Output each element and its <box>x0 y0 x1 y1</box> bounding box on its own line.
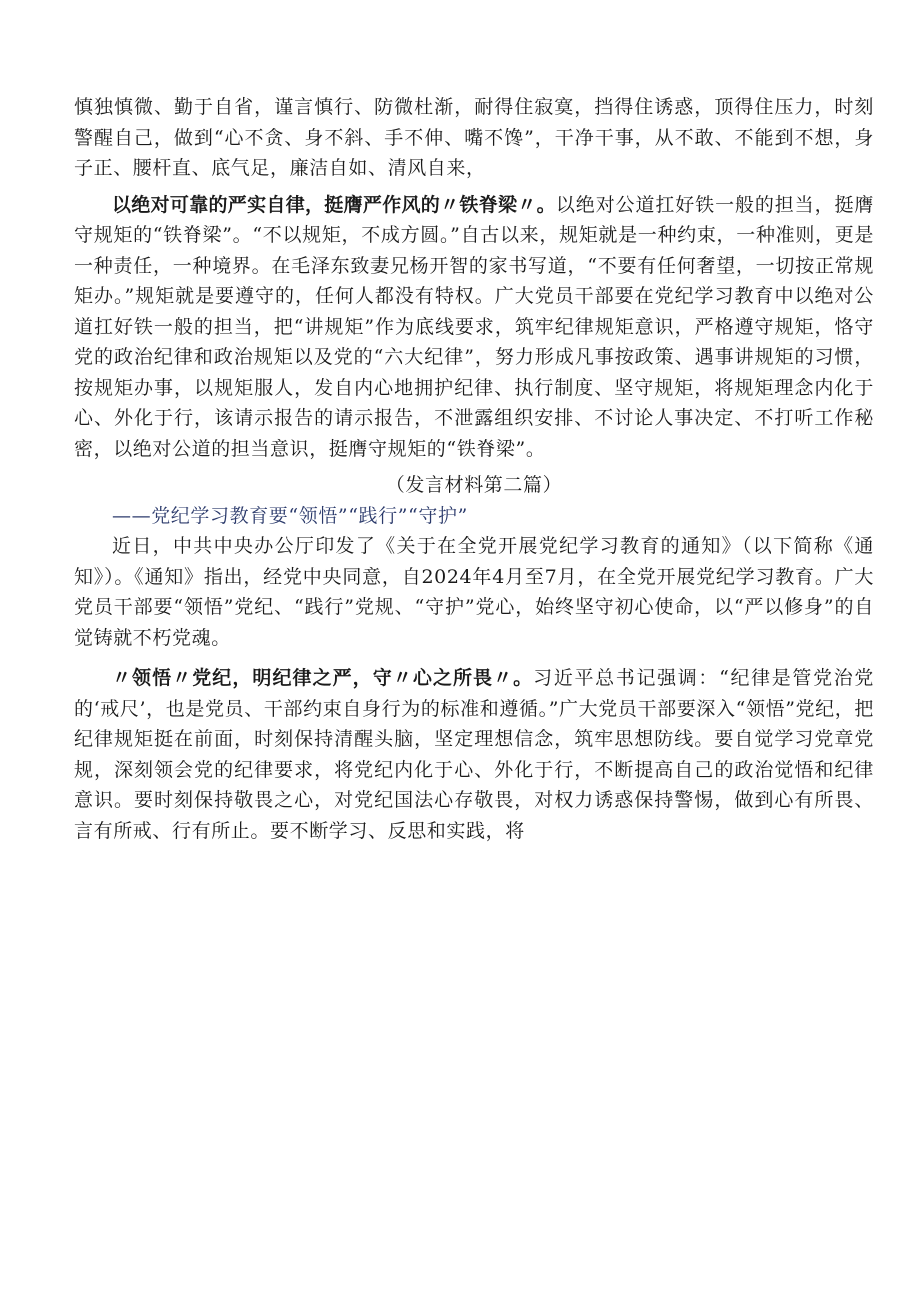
paragraph-lead-heading: 以绝对可靠的严实自律，挺膺严作风的〃铁脊梁〃。 <box>112 193 556 216</box>
paragraph-comprehend-discipline <box>74 663 874 846</box>
paragraph-lead-heading: 〃领悟〃党纪，明纪律之严，守〃心之所畏〃。 <box>112 667 534 689</box>
section-subtitle: ——党纪学习教育要“领悟”“践行”“守护” <box>112 504 468 527</box>
paragraph-notice: 近日，中共中央办公厅印发了《关于在全党开展党纪学习教育的通知》（以下简称《通知》）。《通知》指出，经党中央同意，自2024年4月至7月，在全党开展党纪学习教育。广大党员干部要“领悟”党纪、“践行”党规、“守护”党心，始终坚守初心使命，以“严以修身”的自觉铸就不朽党魂。 <box>74 535 874 649</box>
section-title: （发言材料第二篇） <box>385 474 563 496</box>
paragraph-body: 以绝对公道扛好铁一般的担当，挺膺守规矩的“铁脊梁”。“不以规矩，不成方圆。”自古以来，规矩就是一种约束，一种准则，更是一种责任，一种境界。在毛泽东致妻兄杨开智的家书写道，“不要有任何奢望，一切按正常规矩办。”规矩就是要遵守的，任何人都没有特权。广大党员干部要在党纪学习教育中以绝对公道扛好铁一般的担当，把“讲规矩”作为底线要求，筑牢纪律规矩意识，严格遵守规矩，恪守党的政治纪律和政治规矩以及党的“六大纪律”，努力形成凡事按政策、遇事讲规矩的习惯，按规矩办事，以规矩服人，发自内心地拥护纪律、执行制度、坚守规矩，将规矩理念内化于心、外化于行，该请示报告的请示报告，不泄露组织安排、不讨论人事决定、不打听工作秘密，以绝对公道的担当意识，挺膺守规矩的“铁脊梁”。 <box>74 193 874 460</box>
paragraph-iron-spine <box>74 190 874 465</box>
paragraph-self-discipline: 慎独慎微、勤于自省，谨言慎行、防微杜渐，耐得住寂寞，挡得住诱惑，顶得住压力，时刻警醒自己，做到“心不贪、身不斜、手不伸、嘴不馋”，干净干事，从不敢、不能到不想，身子正、腰杆直、底气足，廉洁自如、清风自来， <box>74 96 874 179</box>
paragraph-body: 习近平总书记强调：“纪律是管党治党的‘戒尺’，也是党员、干部约束自身行为的标准和遵循。”广大党员干部要深入“领悟”党纪，把纪律规矩挺在前面，时刻保持清醒头脑，坚定理想信念，筑牢思想防线。要自觉学习党章党规，深刻领会党的纪律要求，将党纪内化于心、外化于行，不断提高自己的政治觉悟和纪律意识。要时刻保持敬畏之心，对党纪国法心存敬畏，对权力诱惑保持警惕，做到心有所畏、言有所戒、行有所止。要不断学习、反思和实践，将 <box>74 667 874 842</box>
